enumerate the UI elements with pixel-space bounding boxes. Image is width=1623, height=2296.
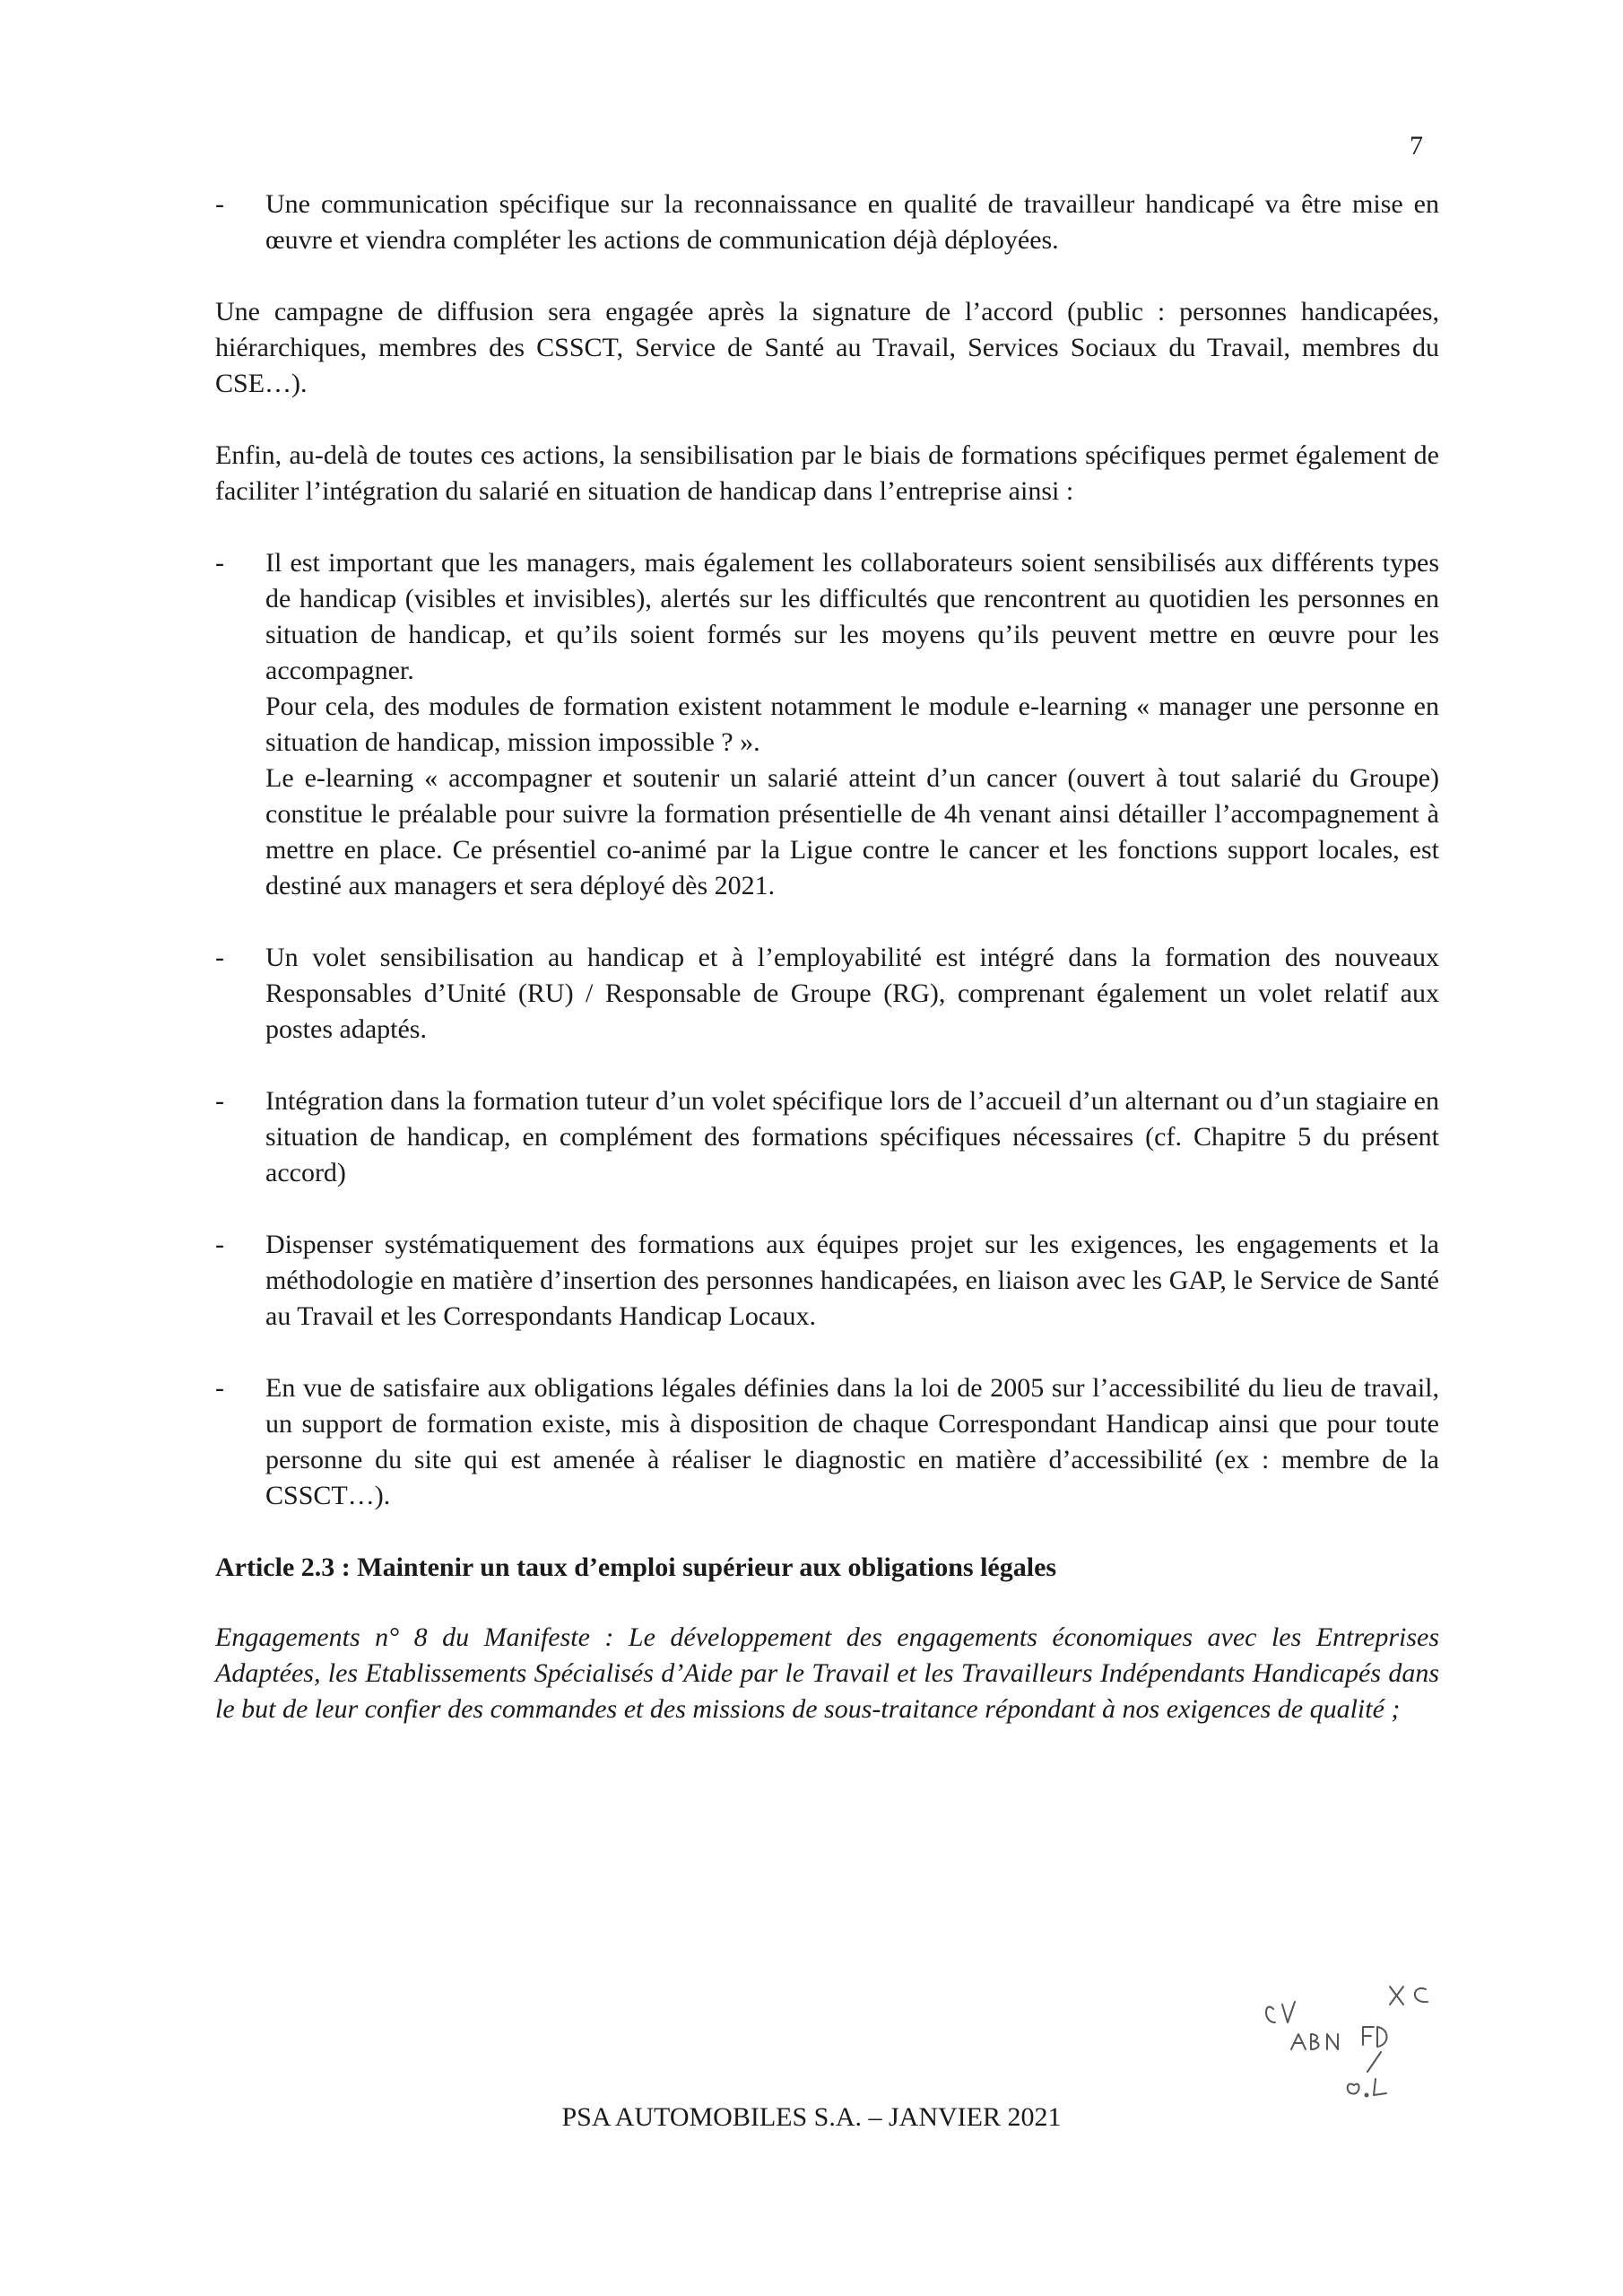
bullet-text: Un volet sensibilisation au handicap et à l’employabilité est intégré dans la formation des nouveaux Responsables d’Unité (RU) / Responsable de Groupe (RG), comprenant également un volet relatif aux postes adaptés. [265, 943, 1439, 1044]
bullet-dash: - [215, 548, 224, 578]
bullet-text: Le e-learning « accompagner et soutenir un salarié atteint d’un cancer (ouvert à tout salarié du Groupe) constitue le préalable pour suivre la formation présentielle de 4h venant ainsi détailler l’accompagnement à mettre en place. Ce présentiel co-animé par la Ligue contre le cancer et les fonctions support locales, est destiné aux managers et sera déployé dès 2021. [265, 763, 1439, 900]
page-number: 7 [1410, 131, 1423, 161]
bullet-item [215, 1370, 1439, 1514]
bullet-dash: - [215, 189, 224, 219]
article-heading: Article 2.3 : Maintenir un taux d’emploi supérieur aux obligations légales [215, 1552, 1057, 1582]
manifesto-commitment: Engagements n° 8 du Manifeste : Le développement des engagements économiques avec les Entreprises Adaptées, les Etablissements Spécialisés d’Aide par le Travail et les Travailleurs Indépendants Handicapés dans le but de leur confier des commandes et des missions de sous-traitance répondant à nos exigences de qualité ; [215, 1622, 1439, 1724]
bullet-text: Une communication spécifique sur la reconnaissance en qualité de travailleur handicapé va être mise en œuvre et viendra compléter les actions de communication déjà déployées. [265, 189, 1439, 255]
page-footer: PSA AUTOMOBILES S.A. – JANVIER 2021 [561, 2102, 1062, 2132]
bullet-item [215, 187, 1439, 258]
bullet-text: Pour cela, des modules de formation existent notamment le module e-learning « manager une personne en situation de handicap, mission impossible ? ». [265, 691, 1439, 757]
bullet-dash: - [215, 943, 224, 972]
bullet-item [215, 545, 1439, 904]
bullet-dash: - [215, 1373, 224, 1403]
bullet-text: En vue de satisfaire aux obligations légales définies dans la loi de 2005 sur l’accessibilité du lieu de travail, un support de formation existe, mis à disposition de chaque Correspondant Handicap ainsi que pour toute personne du site qui est amenée à réaliser le diagnostic en matière d’accessibilité (ex : membre de la CSSCT…). [265, 1373, 1439, 1510]
paragraph: Enfin, au-delà de toutes ces actions, la sensibilisation par le biais de formations spécifiques permet également de faciliter l’intégration du salarié en situation de handicap dans l’entreprise ainsi : [215, 440, 1439, 506]
bullet-text: Intégration dans la formation tuteur d’un volet spécifique lors de l’accueil d’un alternant ou d’un stagiaire en situation de handicap, en complément des formations spécifiques nécessaires (cf. Chapitre 5 du présent accord) [265, 1086, 1439, 1187]
paragraph: Une campagne de diffusion sera engagée après la signature de l’accord (public : personnes handicapées, hiérarchiques, membres des CSSCT, Service de Santé au Travail, Services Sociaux du Travail, membres du CSE…). [215, 297, 1439, 398]
bullet-item [215, 1227, 1439, 1335]
bullet-text: Il est important que les managers, mais également les collaborateurs soient sensibilisés aux différents types de handicap (visibles et invisibles), alertés sur les difficultés que rencontrent au quotidien les personnes en situation de handicap, et qu’ils soient formés sur les moyens qu’ils peuvent mettre en œuvre pour les accompagner. [265, 548, 1439, 685]
bullet-dash: - [215, 1086, 224, 1116]
bullet-item [215, 1083, 1439, 1191]
handwritten-initials [1255, 1973, 1453, 2108]
bullet-dash: - [215, 1230, 224, 1259]
document-body [215, 187, 1439, 1727]
bullet-text: Dispenser systématiquement des formations aux équipes projet sur les exigences, les engagements et la méthodologie en matière d’insertion des personnes handicapées, en liaison avec les GAP, le Service de Santé au Travail et les Correspondants Handicap Locaux. [265, 1230, 1439, 1331]
bullet-item [215, 940, 1439, 1048]
